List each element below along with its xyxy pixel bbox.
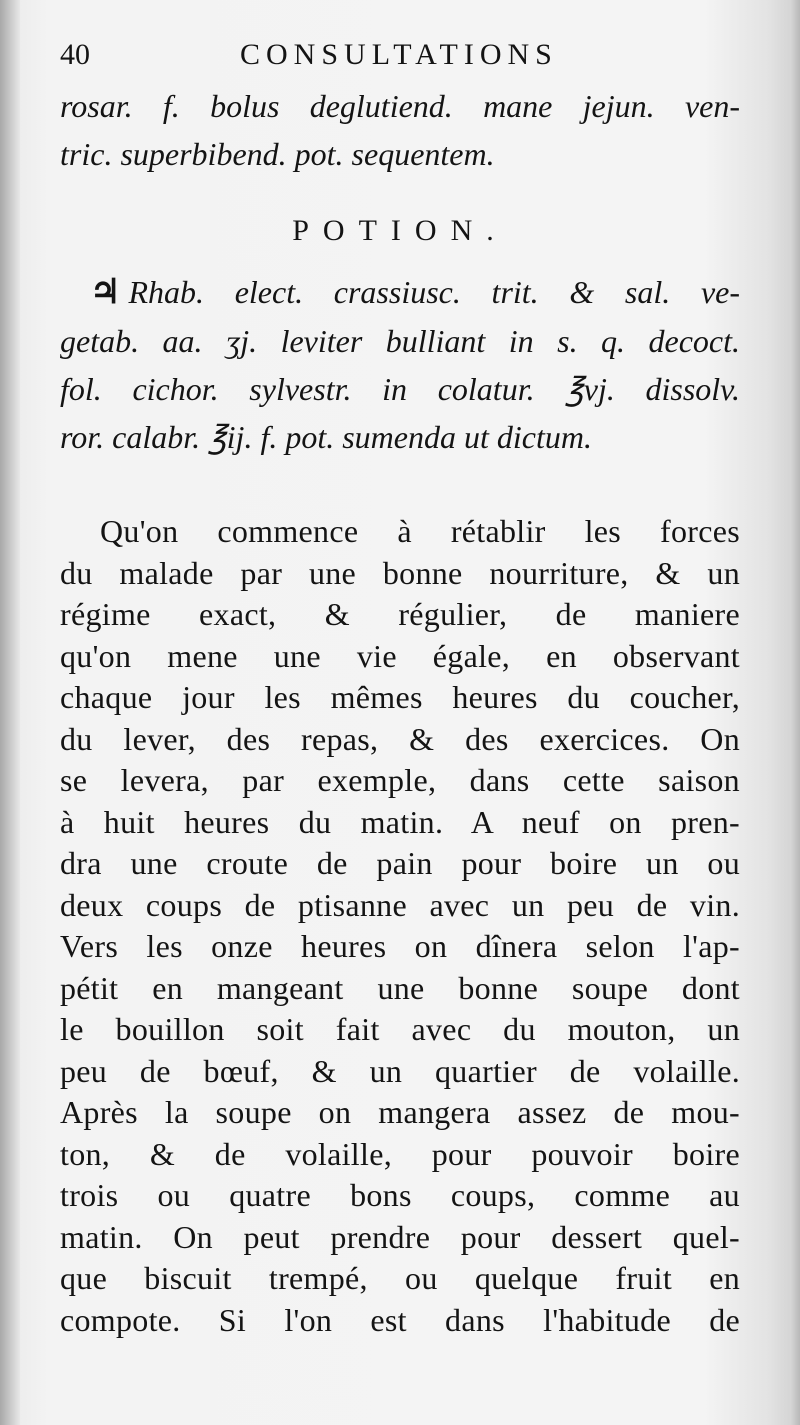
paragraph-line: peu de bœuf, & un quartier de volaille.: [60, 1052, 740, 1089]
prescription-line: fol. cichor. sylvestr. in colatur. ℥vj. dissolv.: [60, 371, 740, 407]
prescription-line-text: Rhab. elect. crassiusc. trit. & sal. ve-: [128, 274, 740, 310]
section-title: POTION.: [292, 214, 508, 247]
latin-intro-line: rosar. f. bolus deglutiend. mane jejun. ven-: [60, 88, 740, 124]
paragraph-line: qu'on mene une vie égale, en observant: [60, 637, 740, 674]
latin-intro: [60, 82, 740, 178]
prescription-line: ror. calabr. ℥ij. f. pot. sumenda ut dictum.: [60, 419, 592, 455]
paragraph-line: deux coups de ptisanne avec un peu de vin.: [60, 886, 740, 923]
paragraph-line: trois ou quatre bons coups, comme au: [60, 1177, 740, 1213]
paragraph-line: que biscuit trempé, ou quelque fruit en: [60, 1260, 740, 1296]
paragraph-line: dra une croute de pain pour boire un ou: [60, 845, 740, 881]
prescription-line: [60, 268, 740, 317]
page-edge-shadow: [790, 0, 800, 1425]
latin-intro-line: tric. superbibend. pot. sequentem.: [60, 136, 495, 172]
paragraph-line: Vers les onze heures on dînera selon l'ap-: [60, 928, 740, 964]
running-header: [60, 38, 740, 82]
prescription-block: [60, 268, 740, 461]
page-number: 40: [60, 38, 90, 71]
paragraph-line: matin. On peut prendre pour dessert quel-: [60, 1218, 740, 1255]
paragraph-line: compote. Si l'on est dans l'habitude de: [60, 1301, 740, 1338]
paragraph-line: Après la soupe on mangera assez de mou-: [60, 1094, 740, 1130]
paragraph-line: régime exact, & régulier, de maniere: [60, 596, 740, 632]
paragraph-line: pétit en mangeant une bonne soupe dont: [60, 969, 740, 1006]
paragraph-line: se levera, par exemple, dans cette saison: [60, 762, 740, 798]
prescription-line: getab. aa. ʒj. leviter bulliant in s. q. decoct.: [60, 323, 740, 359]
paragraph-line: chaque jour les mêmes heures du coucher,: [60, 679, 740, 715]
paragraph-line: Qu'on commence à rétablir les forces: [100, 513, 740, 549]
jupiter-recipe-icon: ♃: [90, 274, 121, 311]
body-paragraph: [60, 511, 740, 1341]
paragraph-line: le bouillon soit fait avec du mouton, un: [60, 1011, 740, 1047]
page-gutter-shadow: [0, 0, 20, 1425]
paragraph-line: ton, & de volaille, pour pouvoir boire: [60, 1135, 740, 1172]
page-content: [60, 38, 740, 1341]
paragraph-line: du lever, des repas, & des exercices. On: [60, 720, 740, 757]
paragraph-line: à huit heures du matin. A neuf on pren-: [60, 803, 740, 840]
running-head-title: CONSULTATIONS: [240, 38, 558, 71]
paragraph-line: du malade par une bonne nourriture, & un: [60, 554, 740, 591]
